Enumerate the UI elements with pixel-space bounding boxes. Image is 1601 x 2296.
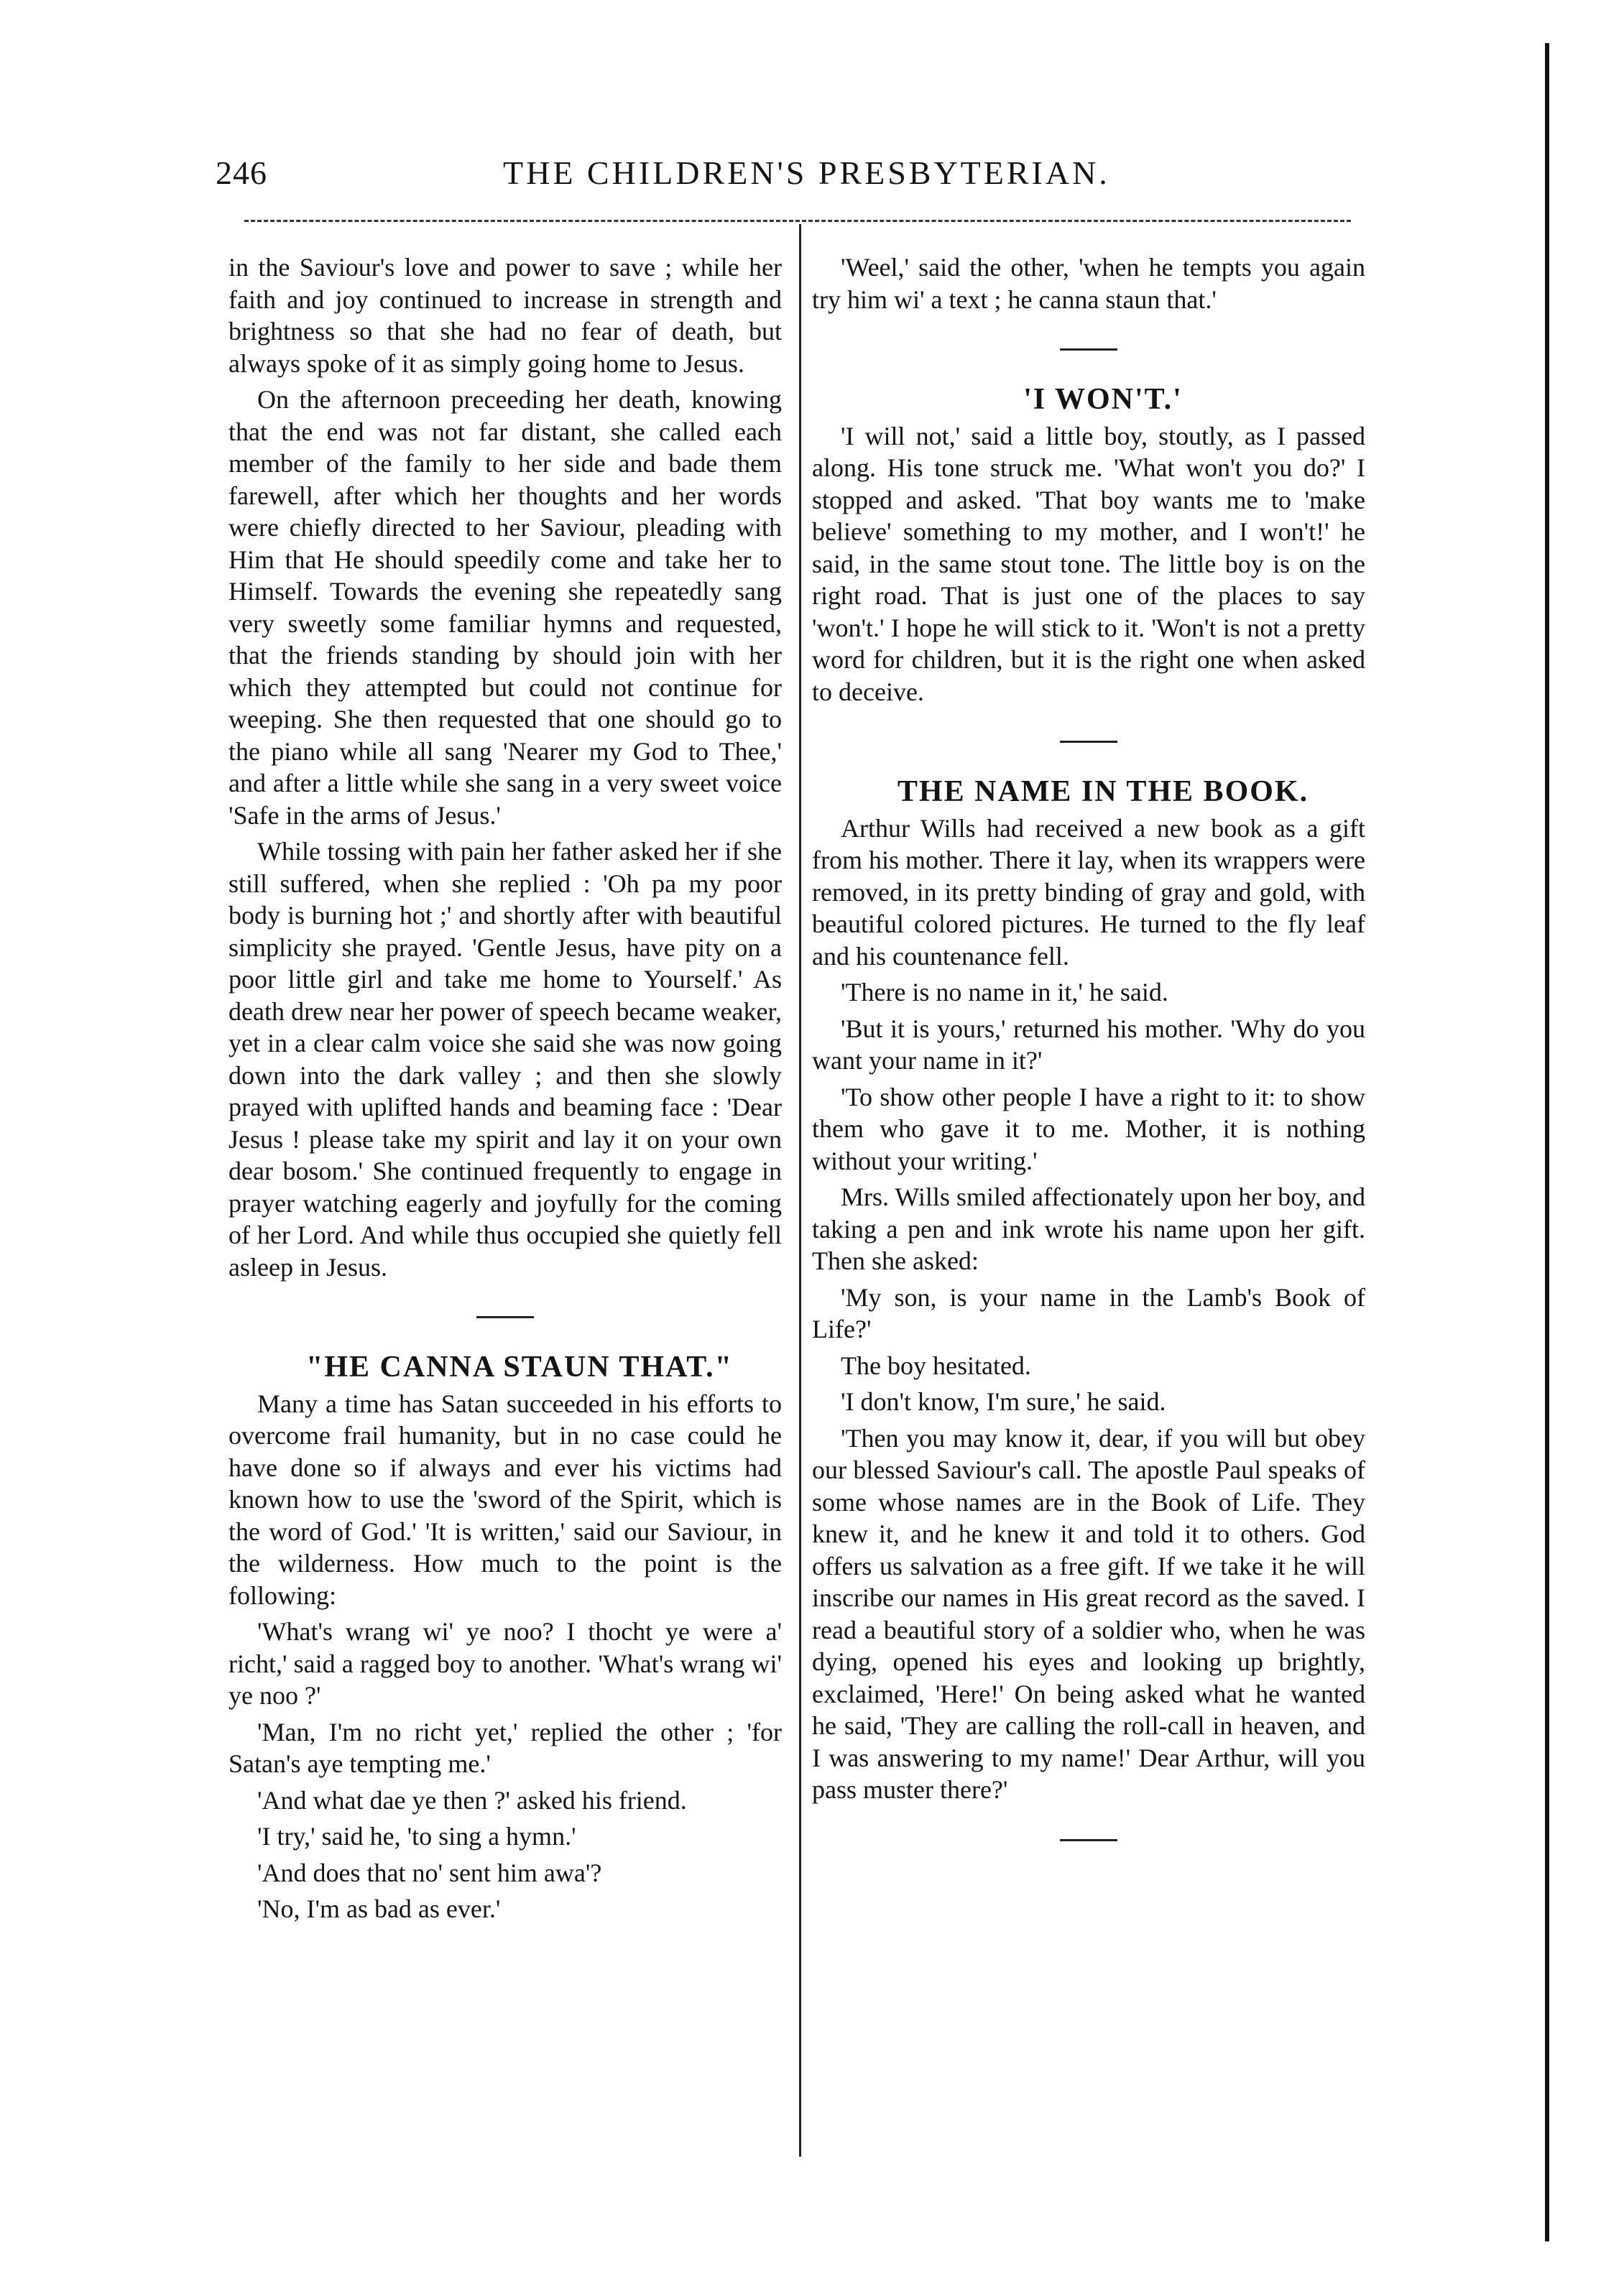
right-section1-paragraph: 'I will not,' said a little boy, stoutly, as I passed along. His tone struck me. 'What won't you do?' I stopped and asked. 'That boy wants me to 'make believe' something to my mother, and I won't!' he said, in the same stout tone. The little boy is on the right road. That is just one of the places to say 'won't.' I hope he will stick to it. 'Won't is not a pretty word for children, but it is the right one when asked to deceive.: [812, 421, 1365, 706]
section-divider: [1060, 741, 1117, 743]
right-intro-paragraph: 'Weel,' said the other, 'when he tempts you again try him wi' a text ; he canna staun that.': [812, 253, 1365, 314]
left-paragraph: While tossing with pain her father asked her if she still suffered, when she replied : 'Oh pa my poor body is burning hot ;' and shortly after with beautiful simplicity she prayed. 'Gentle Jesus, have pity on a poor little girl and take me home to Yourself.' As death drew near her power of speech became weaker, yet in a clear calm voice she said she was now going down into the dark valley ; and then she slowly prayed with uplifted hands and beaming face : 'Dear Jesus ! please take my spirit and lay it on your own dear bosom.' She continued frequently to engage in prayer watching eagerly and joyfully for the coming of her Lord. And while thus occupied she quietly fell asleep in Jesus.: [229, 837, 782, 1282]
left-section-paragraph: 'And what dae ye then ?' asked his friend.: [257, 1785, 687, 1815]
right-section2-paragraph: Arthur Wills had received a new book as a gift from his mother. There it lay, when its wrappers were removed, in its pretty binding of gray and gold, with beautiful colored pictures. He turned to the fly leaf and his countenance fell.: [812, 813, 1365, 971]
right-section2-paragraph: 'Then you may know it, dear, if you will but obey our blessed Saviour's call. The apostle Paul speaks of some whose names are in the Book of Life. They knew it, and he knew it and told it to others. God offers us salvation as a free gift. If we take it he will inscribe our names in His great record as the saved. I read a beautiful story of a soldier who, when he was dying, opened his eyes and looking up brightly, exclaimed, 'Here!' On being asked what he wanted he said, 'They are calling the roll-call in heaven, and I was answering to my name!' Dear Arthur, will you pass muster there?': [812, 1423, 1365, 1804]
right-section2-paragraph: 'To show other people I have a right to it: to show them who gave it to me. Mother, it is nothing without your writing.': [812, 1082, 1365, 1175]
section-heading-he-canna-staun-that: "HE CANNA STAUN THAT.": [306, 1351, 733, 1384]
section-heading-i-wont: 'I WON'T.': [1023, 383, 1183, 416]
page-edge-shadow: [1545, 43, 1549, 2241]
running-title: THE CHILDREN'S PRESBYTERIAN.: [503, 154, 1110, 191]
column-divider: [799, 224, 801, 2157]
right-section2-paragraph: Mrs. Wills smiled affectionately upon her boy, and taking a pen and ink wrote his name upon her gift. Then she asked:: [812, 1182, 1365, 1275]
left-paragraph: in the Saviour's love and power to save ; while her faith and joy continued to increase in strength and brightness so that she had no fear of death, but always spoke of it as simply going home to Jesus.: [229, 253, 782, 378]
section-divider: [1060, 348, 1117, 351]
left-paragraph: On the afternoon preceeding her death, knowing that the end was not far distant, she called each member of the family to her side and bade them farewell, after which her thoughts and her words were chiefly directed to her Saviour, pleading with Him that He should speedily come and take her to Himself. Towards the evening she repeatedly sang very sweetly some familiar hymns and requested, that the friends standing by should join with her which they attempted but could not continue for weeping. She then requested that one should go to the piano while all sang 'Nearer my God to Thee,' and after a little while she sang in a very sweet voice 'Safe in the arms of Jesus.': [229, 385, 782, 830]
right-section2-paragraph: The boy hesitated.: [841, 1351, 1031, 1380]
header-rule: [244, 220, 1351, 222]
section-divider: [476, 1316, 534, 1318]
left-section-paragraph: 'And does that no' sent him awa'?: [257, 1858, 602, 1887]
right-section2-paragraph: 'But it is yours,' returned his mother. 'Why do you want your name in it?': [812, 1014, 1365, 1075]
left-section-paragraph: Many a time has Satan succeeded in his efforts to overcome frail humanity, but in no case could he have done so if always and ever his victims had known how to use the 'sword of the Spirit, which is the word of God.' 'It is written,' said our Saviour, in the wilderness. How much to the point is the following:: [229, 1389, 782, 1610]
right-section2-paragraph: 'My son, is your name in the Lamb's Book of Life?': [812, 1282, 1365, 1343]
left-section-paragraph: 'What's wrang wi' ye noo? I thocht ye were a' richt,' said a ragged boy to another. 'What's wrang wi' ye noo ?': [229, 1617, 782, 1710]
section-divider: [1060, 1839, 1117, 1841]
right-column: [812, 251, 1365, 1874]
right-section2-paragraph: 'There is no name in it,' he said.: [841, 978, 1168, 1006]
left-section-paragraph: 'I try,' said he, 'to sing a hymn.': [257, 1822, 576, 1851]
page-header: [216, 154, 1437, 204]
left-section-paragraph: 'Man, I'm no richt yet,' replied the other ; 'for Satan's aye tempting me.': [229, 1717, 782, 1778]
section-heading-name-in-the-book: THE NAME IN THE BOOK.: [897, 775, 1309, 808]
page-number: 246: [216, 154, 267, 191]
right-section2-paragraph: 'I don't know, I'm sure,' he said.: [841, 1387, 1166, 1416]
left-column: [229, 251, 782, 1930]
left-section-paragraph: 'No, I'm as bad as ever.': [257, 1894, 501, 1923]
